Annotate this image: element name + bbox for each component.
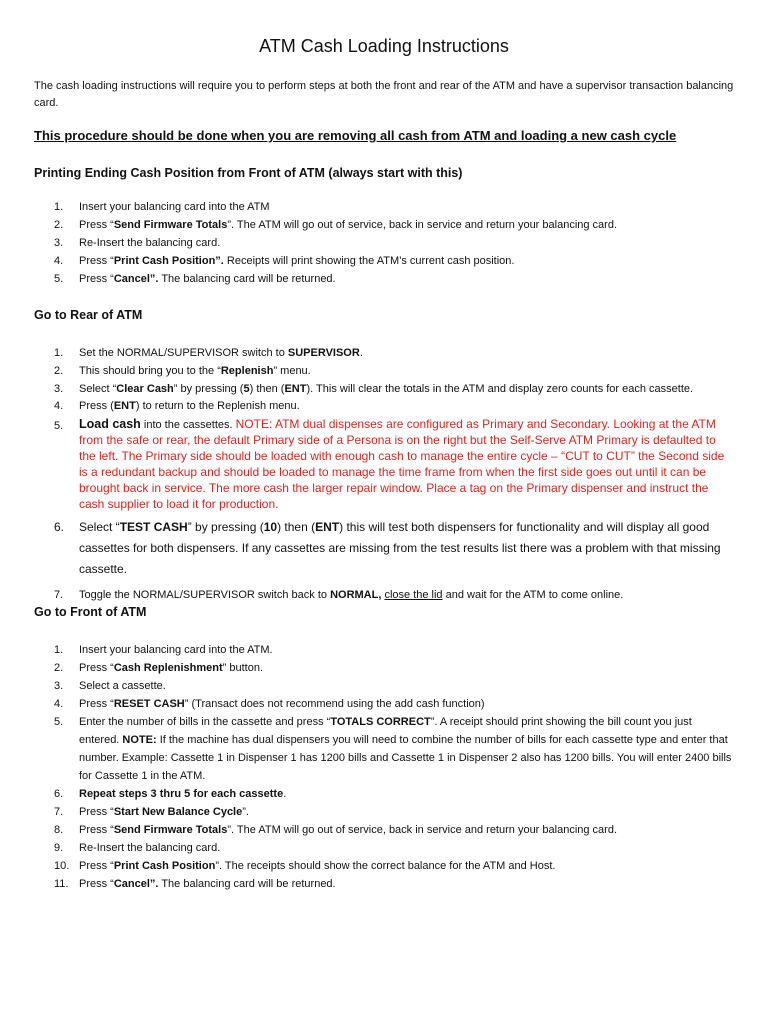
list-item-text: Press “ xyxy=(79,698,114,710)
list-number: 10. xyxy=(54,860,70,872)
list-item-text: Press “ xyxy=(79,255,114,267)
section-heading-print-ending: Printing Ending Cash Position from Front of ATM (always start with this) xyxy=(34,166,463,180)
list-item xyxy=(34,234,734,252)
list-item-text: Re-Insert the balancing card. xyxy=(79,842,221,854)
list-item-text: ” by pressing ( xyxy=(187,520,264,534)
list-item-text: ENT xyxy=(315,520,340,534)
intro-paragraph: The cash loading instructions will require you to perform steps at both the front and rear of the ATM and have a supervisor transaction balancing card. xyxy=(34,80,734,109)
list-item-text: Start New Balance Cycle xyxy=(113,806,243,818)
list-item-text: Select “ xyxy=(79,383,117,395)
list-number: 1. xyxy=(54,201,64,213)
list-item-text: ” menu. xyxy=(273,365,311,377)
list-item-text: ” by pressing ( xyxy=(173,383,244,395)
list-item xyxy=(34,659,734,677)
list-number: 4. xyxy=(54,400,64,412)
section-heading-rear: Go to Rear of ATM xyxy=(34,308,143,322)
list-item xyxy=(34,216,734,234)
procedure-banner: This procedure should be done when you are removing all cash from ATM and loading a new cash cycle xyxy=(34,128,677,143)
list-item-text: ”. The ATM will go out of service, back in service and return your balancing card. xyxy=(227,824,618,836)
list-item-text: Toggle the NORMAL/SUPERVISOR switch back to xyxy=(79,589,331,601)
list-item-text: TEST CASH xyxy=(119,520,188,534)
list-item xyxy=(34,270,734,288)
list-item-text: The balancing card will be returned. xyxy=(158,878,336,890)
list-item-load-cash xyxy=(34,417,734,513)
list-item-text: Select a cassette. xyxy=(79,680,166,692)
list-number: 2. xyxy=(54,219,64,231)
list-item-text: Press “ xyxy=(79,878,114,890)
list-item-text: Repeat steps 3 thru 5 for each cassette xyxy=(79,788,284,800)
list-number: 2. xyxy=(54,365,64,377)
list-item-text: Select “ xyxy=(79,520,120,534)
list-item-text: ENT xyxy=(284,383,307,395)
list-item-text: Print Cash Position xyxy=(113,860,216,872)
list-item xyxy=(34,344,734,362)
list-item-text: Clear Cash xyxy=(116,383,174,395)
list-item-text: NOTE: xyxy=(122,734,157,746)
list-number: 8. xyxy=(54,824,64,836)
list-item xyxy=(34,713,734,785)
list-item xyxy=(34,821,734,839)
list-item xyxy=(34,803,734,821)
list-item-text: NORMAL, xyxy=(330,589,382,601)
list-item xyxy=(34,839,734,857)
list-item-text: Receipts will print showing the ATM’s current cash position. xyxy=(223,255,515,267)
list-item-text: ) then ( xyxy=(249,383,285,395)
list-item-text: If the machine has dual dispensers you will need to combine the number of bills for each cassette type and enter that number. Example: Cassette 1 in Dispenser 1 has 1200 bills and Cassette 1 in Dispenser 2 also has 1200 bills. You will enter 2400 bills for Cassette 1 in the ATM. xyxy=(79,734,732,782)
list-item xyxy=(34,380,734,398)
section-list-front xyxy=(34,641,734,893)
list-number: 2. xyxy=(54,662,64,674)
list-item xyxy=(34,857,734,875)
list-number: 4. xyxy=(54,255,64,267)
list-item-test-cash xyxy=(34,517,734,580)
list-item-text: Print Cash Position”. xyxy=(113,255,224,267)
page-title: ATM Cash Loading Instructions xyxy=(259,36,509,56)
list-item xyxy=(34,198,734,216)
list-item xyxy=(34,641,734,659)
list-item-text: TOTALS CORRECT xyxy=(330,716,431,728)
list-number: 6. xyxy=(54,520,65,534)
list-item-text: ”. xyxy=(242,806,249,818)
list-item-text: Press “ xyxy=(79,824,114,836)
list-item-text: ENT xyxy=(113,400,136,412)
list-item-text: Cash Replenishment xyxy=(113,662,223,674)
list-number: 11. xyxy=(54,878,69,890)
list-number: 5. xyxy=(54,420,64,432)
list-number: 5. xyxy=(54,273,64,285)
list-item xyxy=(34,362,734,380)
list-item-text: ”. The ATM will go out of service, back in service and return your balancing card. xyxy=(227,219,618,231)
list-number: 7. xyxy=(54,589,64,601)
list-item-text: ”. The receipts should show the correct balance for the ATM and Host. xyxy=(215,860,556,872)
list-item-text: Press “ xyxy=(79,219,114,231)
list-item xyxy=(34,785,734,803)
list-item-text: ” button. xyxy=(222,662,264,674)
list-item xyxy=(34,252,734,270)
list-item-text: . xyxy=(283,788,287,800)
list-item-text: ”. A receipt should print showing the bill count you just entered. xyxy=(79,716,692,746)
list-item-text: Press “ xyxy=(79,273,114,285)
list-number: 9. xyxy=(54,842,64,854)
list-item-text: Load cash xyxy=(79,417,141,431)
list-item-text: RESET CASH xyxy=(113,698,185,710)
list-item-text: Send Firmware Totals xyxy=(113,219,228,231)
list-item xyxy=(34,875,734,893)
list-item-text: ). This will clear the totals in the ATM and display zero counts for each cassette. xyxy=(306,383,694,395)
list-item-text: Cancel”. xyxy=(113,273,159,285)
list-number: 5. xyxy=(54,716,64,728)
list-item-text: Set the NORMAL/SUPERVISOR switch to xyxy=(79,347,288,359)
list-number: 7. xyxy=(54,806,64,818)
list-item-text: Press ( xyxy=(79,400,114,412)
dual-dispenser-note: ATM dual dispenses are configured as Primary and Secondary. Looking at the ATM from the safe or rear, the default Primary side of a Persona is on the right but the Self-Serve ATM Primary is defaulted to the left. The Primary side should be loaded with enough cash to manage the entire cycle – “CUT to CUT” the Second side is a redundant backup and should be loaded to manage the time frame from when the first side goes out until it can be brought back in service. The more cash the larger repair window. Place a tag on the Primary dispenser and instruct the cash supplier to load it for production. xyxy=(79,417,725,511)
list-item-text: Cancel”. xyxy=(113,878,159,890)
list-item-text: and wait for the ATM to come online. xyxy=(442,589,624,601)
list-item xyxy=(34,398,734,414)
list-item-text: Send Firmware Totals xyxy=(113,824,228,836)
list-number: 3. xyxy=(54,383,64,395)
list-number: 3. xyxy=(54,237,64,249)
list-item-text: Press “ xyxy=(79,662,114,674)
list-number: 3. xyxy=(54,680,64,692)
list-item-text: Re-Insert the balancing card. xyxy=(79,237,221,249)
list-item-text: Insert your balancing card into the ATM. xyxy=(79,644,273,656)
list-item-text: into the cassettes. xyxy=(140,419,236,431)
list-item-text: This should bring you to the “ xyxy=(79,365,221,377)
list-number: 6. xyxy=(54,788,64,800)
list-item-text: Press “ xyxy=(79,806,114,818)
section-list-rear xyxy=(34,344,734,604)
list-item-text: 10 xyxy=(263,520,278,534)
list-number: 1. xyxy=(54,644,64,656)
list-item-text: The balancing card will be returned. xyxy=(158,273,336,285)
list-item-text: Replenish xyxy=(220,365,274,377)
list-item xyxy=(34,695,734,713)
list-item-text: . xyxy=(359,347,363,359)
list-number: 1. xyxy=(54,347,64,359)
list-item-text: SUPERVISOR xyxy=(287,347,360,359)
list-item-text: ) then ( xyxy=(277,520,316,534)
list-item xyxy=(34,677,734,695)
list-item-text: close the lid xyxy=(384,589,443,601)
list-item-text: Enter the number of bills in the cassette and press “ xyxy=(79,716,331,728)
list-item-text: ” (Transact does not recommend using the add cash function) xyxy=(184,698,485,710)
list-item xyxy=(34,586,734,604)
list-item-text: ) this will test both dispensers for functionality and will display all good cassettes for both dispensers. If any cassettes are missing from the test results list there was a problem with that missing cassette. xyxy=(79,520,721,576)
list-item-text: 5 xyxy=(243,383,250,395)
list-item-text: Insert your balancing card into the ATM xyxy=(79,201,270,213)
section-list-print-ending xyxy=(34,198,734,288)
section-heading-front: Go to Front of ATM xyxy=(34,605,147,619)
list-item-text: Press “ xyxy=(79,860,114,872)
list-number: 4. xyxy=(54,698,64,710)
note-label: NOTE: xyxy=(235,417,273,431)
list-item-text: ) to return to the Replenish menu. xyxy=(135,400,300,412)
